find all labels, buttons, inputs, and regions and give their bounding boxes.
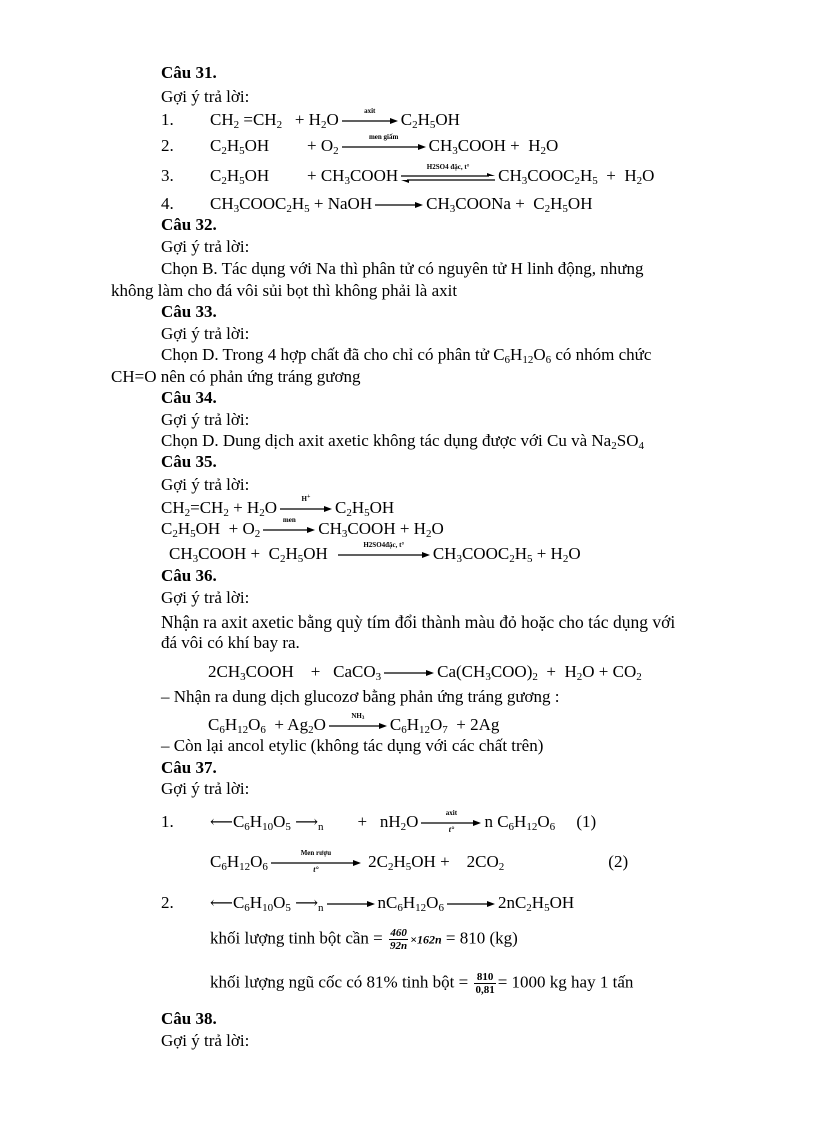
q36-eq2-arrow-label: $NH_3$ — [351, 712, 365, 722]
q35-hint: Gợi ý trả lời: — [161, 475, 250, 494]
q33-hint: Gợi ý trả lời: — [161, 324, 250, 343]
q37-eq1-arrow-bottom: t° — [448, 825, 455, 835]
q35-eq3-arrow-label: H2SO4đặc, t° — [363, 541, 405, 550]
q38-title: Câu 38. — [161, 1009, 217, 1028]
q31-eq4: 4. $CH_3COOC_2H_5$ + NaOH $CH_3COONa + C_2H_5OH$ — [161, 194, 593, 215]
q34-line1: Chọn D. Dung dịch axit axetic không tác dụng được với Cu và $Na_2SO_4$ — [161, 431, 644, 452]
q37-mass-grain — [210, 971, 633, 996]
q37-hint: Gợi ý trả lời: — [161, 779, 250, 798]
q31-eq1-arrow-label: axit — [364, 107, 376, 116]
q37-mass-starch-label: khối lượng tinh bột cần = — [210, 928, 387, 948]
q31-eq3: 3. $C_2H_5OH$ + $CH_3COOH$ H2SO4 đặc, t° $CH_3COOC_2H_5 + H_2O$ — [161, 163, 655, 187]
q37-eq1: 1. $⟵C_6H_{10}O_5$ $⟶_n + nH_2O$ axit t° n $C_6H_{12}O_6$ (1) — [161, 809, 597, 835]
q34-title: Câu 34. — [161, 388, 217, 407]
q31-eq2: 2. $C_2H_5OH + O_2$ men giấm $CH_3COOH + H_2O$ — [161, 133, 559, 157]
q34-hint: Gợi ý trả lời: — [161, 410, 250, 429]
q37-eq2: $C_6H_{12}O_6$ Men rượu t° $2C_2H_5OH$ + $2CO_2$ (2) — [210, 849, 629, 875]
q31-eq2-arrow-label: men giấm — [368, 133, 399, 142]
q33-line1-a: Chọn D. Trong 4 hợp chất đã cho chỉ có phân tử — [161, 345, 494, 364]
q36-eq2: $C_6H_{12}O_6 + Ag_2O$ $NH_3$ $C_6H_{12}O_7 + 2Ag$ — [208, 712, 500, 736]
q38-hint: Gợi ý trả lời: — [161, 1031, 250, 1050]
q31-eq1: 1. $CH_2 =CH_2 + H_2O$ axit $C_2H_5OH$ — [161, 107, 460, 131]
q32-line1: Chọn B. Tác dụng với Na thì phân tử có nguyên tử H linh động, nhưng — [161, 259, 644, 278]
q37-mass-starch-fraction — [389, 927, 408, 952]
q33-line2: CH=O nên có phản ứng tráng gương — [111, 367, 361, 386]
q37-mass-starch-num: 460 — [390, 927, 407, 939]
q31-title: Câu 31. — [161, 63, 217, 82]
q36-line3: – Nhận ra dung dịch glucozơ bằng phản ứng tráng gương : — [161, 687, 560, 706]
q37-eq1-arrow-top: axit — [445, 809, 458, 818]
q37-mass-starch — [210, 927, 518, 952]
q37-mass-grain-label: khối lượng ngũ cốc có 81% tinh bột = — [210, 972, 473, 992]
q31-hint: Gợi ý trả lời: — [161, 87, 250, 106]
q37-mass-starch-result: = 810 (kg) — [441, 928, 518, 948]
q37-mass-grain-den: 0,81 — [475, 984, 495, 996]
q35-eq2: $C_2H_5OH + O_2$ men $CH_3COOH + H_2O$ — [161, 516, 444, 540]
q31-eq3-arrow-label: H2SO4 đặc, t° — [426, 163, 470, 172]
q37-eq2-arrow-top: Men rượu — [300, 849, 332, 858]
q36-title: Câu 36. — [161, 566, 217, 585]
q35-eq1: $CH_2=CH_2 + H_2O$ H+ $C_2H_5OH$ — [161, 494, 395, 519]
q32-title: Câu 32. — [161, 215, 217, 234]
q35-title: Câu 35. — [161, 452, 217, 471]
q35-eq3: $CH_3COOH + C_2H_5OH$ H2SO4đặc, t° $CH_3COOC_2H_5 + H_2O$ — [169, 541, 581, 565]
q34-line1-text: Chọn D. Dung dịch axit axetic không tác dụng được với Cu và — [161, 431, 592, 450]
q37-title: Câu 37. — [161, 758, 217, 777]
q36-line4: – Còn lại ancol etylic (không tác dụng với các chất trên) — [161, 736, 544, 755]
q37-mass-starch-den: 92n — [390, 940, 408, 952]
q33-line1-b: có nhóm chức — [551, 345, 652, 364]
q36-hint: Gợi ý trả lời: — [161, 588, 250, 607]
q36-line2: đá vôi có khí bay ra. — [161, 633, 300, 652]
q36-line1: Nhận ra axit axetic bằng quỳ tím đổi thành màu đỏ hoặc cho tác dụng với — [161, 612, 676, 632]
q36-eq1: $2CH_3COOH$ + CaCO$_3$ $Ca(CH_3COO)_2 + H_2O + CO_2$ — [208, 662, 642, 683]
q37-mass-grain-result: = 1000 kg hay 1 tấn — [497, 972, 634, 992]
q37-mass-starch-mult: ×162n — [410, 932, 442, 947]
q33-line1: Chọn D. Trong 4 hợp chất đã cho chỉ có phân tử $C_6H_{12}O_6$ có nhóm chức — [161, 345, 652, 366]
q32-line2: không làm cho đá vôi sủi bọt thì không phải là axit — [111, 281, 458, 300]
q35-eq2-arrow-label: men — [282, 516, 296, 525]
q35-eq1-arrow-label: H+ — [301, 494, 311, 504]
q32-hint: Gợi ý trả lời: — [161, 237, 250, 256]
q37-mass-grain-fraction — [474, 971, 495, 996]
q37-eq2-arrow-bottom: t° — [313, 865, 319, 875]
q33-title: Câu 33. — [161, 302, 217, 321]
q37-eq3: 2. $⟵C_6H_{10}O_5$ $⟶_n$ $nC_6H_{12}O_6$ $2nC_2H_5OH$ — [161, 893, 575, 914]
q37-mass-grain-num: 810 — [474, 971, 495, 984]
